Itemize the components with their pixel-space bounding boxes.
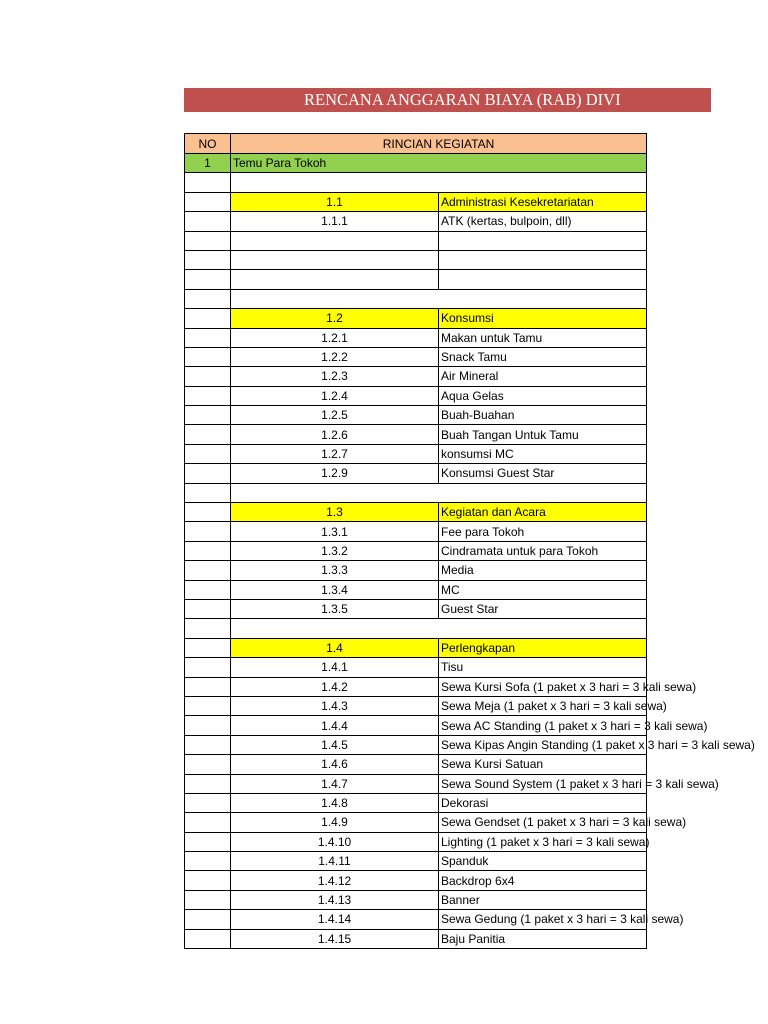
table-row: [185, 910, 647, 929]
item-code: [231, 250, 439, 269]
table-row: [185, 832, 647, 851]
empty-cell: [231, 289, 647, 308]
subsection-code: 1.2: [231, 309, 439, 328]
empty-cell: [231, 619, 647, 638]
item-code: [231, 231, 439, 250]
empty-cell: [185, 192, 231, 211]
empty-cell: [185, 483, 231, 502]
table-row: [185, 270, 647, 289]
item-description: Sewa Gedung (1 paket x 3 hari = 3 kali sewa): [439, 910, 647, 929]
item-code: 1.2.6: [231, 425, 439, 444]
item-description: [439, 270, 647, 289]
empty-cell: [185, 755, 231, 774]
blank-row: [185, 619, 647, 638]
table-row: [185, 677, 647, 696]
item-description: Media: [439, 561, 647, 580]
table-row: [185, 347, 647, 366]
empty-cell: [185, 677, 231, 696]
subsection-code: 1.4: [231, 638, 439, 657]
empty-cell: [185, 871, 231, 890]
empty-cell: [185, 832, 231, 851]
item-description: Buah-Buahan: [439, 406, 647, 425]
item-description: MC: [439, 580, 647, 599]
item-description: [439, 250, 647, 269]
item-code: 1.4.4: [231, 716, 439, 735]
empty-cell: [185, 890, 231, 909]
empty-cell: [185, 522, 231, 541]
empty-cell: [185, 619, 231, 638]
document-title-banner: [184, 88, 711, 112]
item-code: 1.4.3: [231, 696, 439, 715]
table-row: [185, 696, 647, 715]
empty-cell: [185, 561, 231, 580]
table-row: [185, 580, 647, 599]
table-row: [185, 464, 647, 483]
column-header-detail: RINCIAN KEGIATAN: [231, 134, 647, 154]
item-description: Sewa Kursi Satuan: [439, 755, 647, 774]
table-row: [185, 561, 647, 580]
item-code: 1.4.5: [231, 735, 439, 754]
item-description: Air Mineral: [439, 367, 647, 386]
item-description: Backdrop 6x4: [439, 871, 647, 890]
item-description: Sewa Meja (1 paket x 3 hari = 3 kali sewa): [439, 696, 647, 715]
table-row: [185, 406, 647, 425]
table-row: [185, 425, 647, 444]
item-code: 1.4.11: [231, 852, 439, 871]
item-code: 1.3.2: [231, 541, 439, 560]
table-row: [185, 658, 647, 677]
empty-cell: [185, 696, 231, 715]
table-row: [185, 774, 647, 793]
item-description: Cindramata untuk para Tokoh: [439, 541, 647, 560]
item-description: Fee para Tokoh: [439, 522, 647, 541]
empty-cell: [185, 367, 231, 386]
empty-cell: [185, 289, 231, 308]
item-code: 1.4.1: [231, 658, 439, 677]
item-description: Spanduk: [439, 852, 647, 871]
subsection-title: Kegiatan dan Acara: [439, 503, 647, 522]
item-description: Sewa Kipas Angin Standing (1 paket x 3 hari = 3 kali sewa): [439, 735, 647, 754]
table-row: [185, 852, 647, 871]
empty-cell: [185, 464, 231, 483]
item-description: konsumsi MC: [439, 444, 647, 463]
item-description: Sewa Gendset (1 paket x 3 hari = 3 kali sewa): [439, 813, 647, 832]
subsection-code: 1.3: [231, 503, 439, 522]
table-row: [185, 793, 647, 812]
empty-cell: [185, 774, 231, 793]
blank-row: [185, 173, 647, 192]
table-row: [185, 871, 647, 890]
table-row: [185, 386, 647, 405]
empty-cell: [185, 813, 231, 832]
document-title: RENCANA ANGGARAN BIAYA (RAB) DIVI: [304, 90, 621, 109]
section-number: 1: [185, 154, 231, 173]
subsection-row: [185, 503, 647, 522]
budget-table: [184, 133, 755, 949]
empty-cell: [185, 212, 231, 231]
item-description: Tisu: [439, 658, 647, 677]
item-description: Makan untuk Tamu: [439, 328, 647, 347]
item-code: 1.4.12: [231, 871, 439, 890]
section-row: [185, 154, 647, 173]
empty-cell: [185, 929, 231, 948]
item-code: 1.4.7: [231, 774, 439, 793]
item-code: 1.2.1: [231, 328, 439, 347]
table-row: [185, 444, 647, 463]
table-row: [185, 212, 647, 231]
item-description: Lighting (1 paket x 3 hari = 3 kali sewa): [439, 832, 647, 851]
blank-row: [185, 483, 647, 502]
empty-cell: [185, 444, 231, 463]
subsection-code: 1.1: [231, 192, 439, 211]
item-code: 1.3.3: [231, 561, 439, 580]
item-description: Dekorasi: [439, 793, 647, 812]
empty-cell: [185, 328, 231, 347]
column-header-no: NO: [185, 134, 231, 154]
empty-cell: [185, 250, 231, 269]
item-code: 1.4.14: [231, 910, 439, 929]
item-code: 1.4.15: [231, 929, 439, 948]
item-description: Baju Panitia: [439, 929, 647, 948]
item-code: 1.3.5: [231, 599, 439, 618]
empty-cell: [185, 793, 231, 812]
empty-cell: [185, 599, 231, 618]
item-description: Banner: [439, 890, 647, 909]
item-code: 1.4.6: [231, 755, 439, 774]
item-code: 1.4.8: [231, 793, 439, 812]
item-description: Buah Tangan Untuk Tamu: [439, 425, 647, 444]
subsection-title: Administrasi Kesekretariatan: [439, 192, 647, 211]
empty-cell: [185, 425, 231, 444]
item-code: [231, 270, 439, 289]
item-code: 1.4.10: [231, 832, 439, 851]
empty-cell: [185, 638, 231, 657]
item-code: 1.4.13: [231, 890, 439, 909]
item-code: 1.2.3: [231, 367, 439, 386]
table-row: [185, 522, 647, 541]
item-code: 1.3.4: [231, 580, 439, 599]
table-row: [185, 328, 647, 347]
item-code: 1.4.2: [231, 677, 439, 696]
empty-cell: [185, 347, 231, 366]
empty-cell: [185, 386, 231, 405]
empty-cell: [185, 406, 231, 425]
empty-cell: [185, 910, 231, 929]
item-code: 1.1.1: [231, 212, 439, 231]
item-code: 1.2.5: [231, 406, 439, 425]
subsection-row: [185, 192, 647, 211]
table-row: [185, 599, 647, 618]
table-row: [185, 755, 647, 774]
subsection-row: [185, 309, 647, 328]
item-description: [439, 231, 647, 250]
item-code: 1.2.9: [231, 464, 439, 483]
blank-row: [185, 289, 647, 308]
section-title: Temu Para Tokoh: [231, 154, 647, 173]
table-row: [185, 231, 647, 250]
table-row: [185, 735, 647, 754]
table-row: [185, 541, 647, 560]
empty-cell: [185, 270, 231, 289]
empty-cell: [231, 173, 647, 192]
empty-cell: [231, 483, 647, 502]
empty-cell: [185, 658, 231, 677]
empty-cell: [185, 503, 231, 522]
item-description: Sewa Kursi Sofa (1 paket x 3 hari = 3 kali sewa): [439, 677, 647, 696]
empty-cell: [185, 852, 231, 871]
table-row: [185, 250, 647, 269]
item-description: Snack Tamu: [439, 347, 647, 366]
empty-cell: [185, 735, 231, 754]
item-description: Sewa AC Standing (1 paket x 3 hari = 3 kali sewa): [439, 716, 647, 735]
item-description: Guest Star: [439, 599, 647, 618]
empty-cell: [185, 541, 231, 560]
empty-cell: [185, 231, 231, 250]
item-code: 1.2.4: [231, 386, 439, 405]
empty-cell: [185, 173, 231, 192]
subsection-title: Konsumsi: [439, 309, 647, 328]
empty-cell: [185, 716, 231, 735]
empty-cell: [185, 309, 231, 328]
item-code: 1.4.9: [231, 813, 439, 832]
item-code: 1.2.7: [231, 444, 439, 463]
table-row: [185, 929, 647, 948]
budget-table-body: [185, 134, 755, 949]
empty-cell: [185, 580, 231, 599]
item-description: ATK (kertas, bulpoin, dll): [439, 212, 647, 231]
item-code: 1.3.1: [231, 522, 439, 541]
item-description: Konsumsi Guest Star: [439, 464, 647, 483]
table-row: [185, 716, 647, 735]
item-code: 1.2.2: [231, 347, 439, 366]
subsection-row: [185, 638, 647, 657]
table-header-row: [185, 134, 647, 154]
table-row: [185, 890, 647, 909]
table-row: [185, 813, 647, 832]
item-description: Sewa Sound System (1 paket x 3 hari = 3 kali sewa): [439, 774, 647, 793]
subsection-title: Perlengkapan: [439, 638, 647, 657]
table-row: [185, 367, 647, 386]
item-description: Aqua Gelas: [439, 386, 647, 405]
